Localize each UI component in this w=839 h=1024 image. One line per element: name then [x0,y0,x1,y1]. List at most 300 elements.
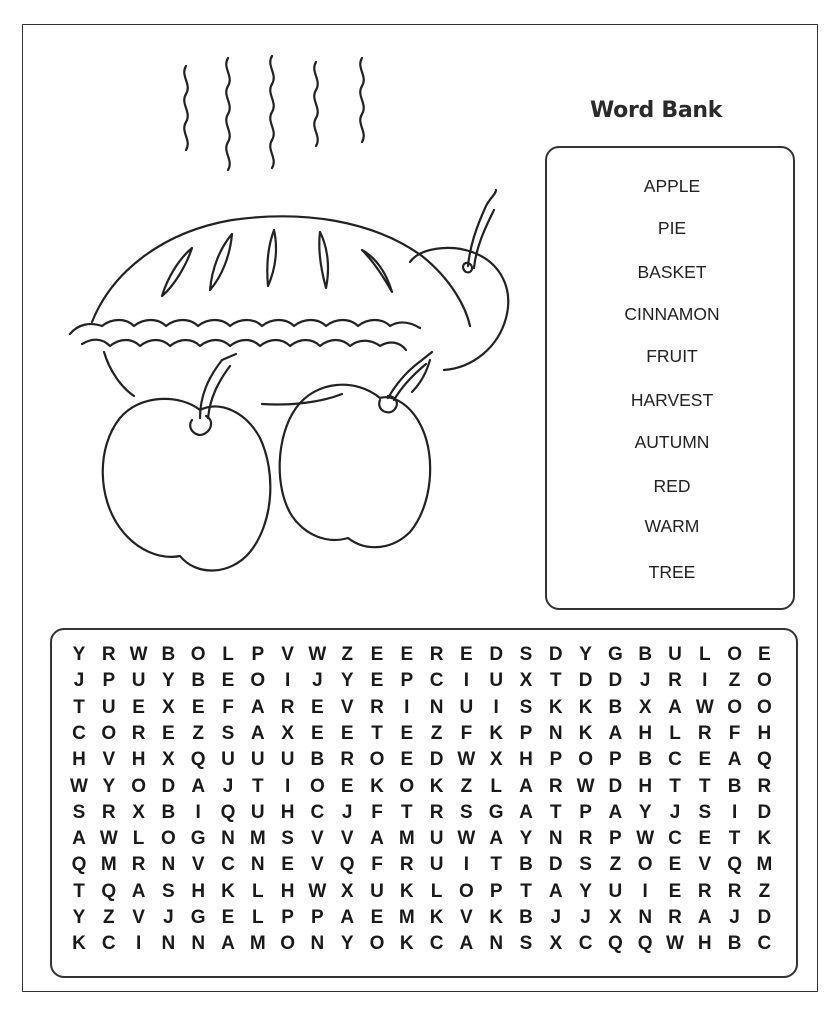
grid-letter[interactable]: E [698,749,712,771]
grid-letter[interactable]: P [519,722,533,744]
grid-letter[interactable]: U [668,644,682,665]
grid-letter[interactable]: G [190,907,206,928]
grid-letter[interactable]: M [249,828,266,850]
grid-letter[interactable]: M [249,933,266,955]
grid-letter[interactable]: W [457,749,476,771]
grid-letter[interactable]: T [728,828,741,850]
grid-letter[interactable]: N [310,933,325,955]
grid-letter[interactable]: C [578,933,593,955]
grid-letter[interactable]: F [222,696,234,718]
grid-letter[interactable]: K [399,933,414,955]
grid-letter[interactable]: Y [72,907,86,928]
grid-letter[interactable]: I [404,696,410,718]
grid-letter[interactable]: R [757,775,772,797]
grid-letter[interactable]: J [729,907,740,928]
grid-letter[interactable]: V [132,907,145,928]
grid-letter[interactable]: K [370,775,384,797]
grid-letter[interactable]: L [222,644,234,665]
grid-letter[interactable]: J [550,907,562,928]
grid-letter[interactable]: O [369,749,385,771]
grid-letter[interactable]: U [459,696,474,718]
grid-letter[interactable]: A [727,749,742,771]
grid-letter[interactable]: W [666,933,684,955]
grid-letter[interactable]: Q [339,854,355,876]
grid-letter[interactable]: B [191,670,206,692]
word-bank-item: APPLE [643,176,701,196]
grid-letter[interactable]: K [221,880,235,902]
grid-letter[interactable]: J [163,907,174,928]
grid-letter[interactable]: O [459,880,474,902]
grid-letter[interactable]: M [756,854,773,876]
grid-letter[interactable]: V [311,828,324,850]
grid-letter[interactable]: Y [102,775,116,797]
grid-letter[interactable]: Y [579,644,592,665]
grid-letter[interactable]: H [697,933,712,955]
grid-letter[interactable]: W [70,775,88,797]
grid-letter[interactable]: E [311,722,324,744]
grid-letter[interactable]: G [608,644,623,665]
grid-letter[interactable]: Z [758,880,771,902]
grid-letter[interactable]: A [250,696,265,718]
grid-letter[interactable]: D [757,907,772,928]
grid-letter[interactable]: J [312,670,323,692]
grid-letter[interactable]: U [101,696,116,718]
grid-letter[interactable]: C [310,801,325,823]
grid-letter[interactable]: Q [757,749,772,771]
grid-letter[interactable]: N [429,696,444,718]
grid-letter[interactable]: J [73,670,85,692]
grid-letter[interactable]: I [463,854,470,876]
grid-letter[interactable]: I [702,670,708,692]
grid-letter[interactable]: R [548,775,563,797]
grid-letter[interactable]: U [131,670,146,692]
grid-letter[interactable]: A [668,696,682,718]
grid-letter[interactable]: P [102,670,116,692]
grid-letter[interactable]: O [399,775,415,797]
grid-letter[interactable]: Z [728,670,741,692]
grid-letter[interactable]: V [191,854,205,876]
grid-letter[interactable]: Q [727,854,742,876]
grid-letter[interactable]: E [668,854,682,876]
grid-letter[interactable]: O [578,749,593,771]
grid-letter[interactable]: V [698,854,712,876]
grid-letter[interactable]: C [429,670,444,692]
grid-letter[interactable]: P [609,828,622,850]
grid-letter[interactable]: I [463,670,470,692]
grid-letter[interactable]: H [638,775,653,797]
grid-letter[interactable]: U [250,801,265,823]
grid-letter[interactable]: D [578,670,593,692]
grid-letter[interactable]: E [370,670,384,692]
grid-letter[interactable]: S [519,933,533,955]
grid-letter[interactable]: T [371,722,383,744]
grid-letter[interactable]: I [284,775,291,797]
grid-letter[interactable]: E [162,722,175,744]
grid-row [52,905,796,931]
grid-letter[interactable]: O [369,933,385,955]
grid-letter[interactable]: U [221,749,235,771]
grid-letter[interactable]: A [340,907,355,928]
grid-letter[interactable]: S [281,828,294,850]
grid-letter[interactable]: Y [340,933,354,955]
grid-letter[interactable]: E [400,722,414,744]
word-bank-item: BASKET [637,262,707,282]
grid-letter[interactable]: C [757,933,772,955]
grid-letter[interactable]: G [190,828,206,850]
grid-letter[interactable]: R [697,880,712,902]
grid-letter[interactable]: Y [340,670,354,692]
grid-letter[interactable]: O [250,670,266,692]
grid-letter[interactable]: T [549,801,562,823]
grid-letter[interactable]: N [638,907,653,928]
grid-letter[interactable]: E [221,670,235,692]
grid-letter[interactable]: H [280,880,295,902]
grid-letter[interactable]: J [669,801,681,823]
grid-letter[interactable]: A [131,880,146,902]
grid-letter[interactable]: L [132,828,145,850]
grid-letter[interactable]: B [519,854,533,876]
grid-letter[interactable]: F [460,722,473,744]
grid-letter[interactable]: I [642,880,648,902]
grid-letter[interactable]: K [578,722,593,744]
grid-letter[interactable]: A [548,880,563,902]
grid-letter[interactable]: L [698,644,711,665]
grid-letter[interactable]: S [519,696,533,718]
grid-letter[interactable]: Z [430,722,443,744]
word-bank-item: FRUIT [646,346,698,366]
grid-letter[interactable]: Y [162,670,175,692]
grid-letter[interactable]: K [757,828,772,850]
grid-letter[interactable]: Q [637,933,653,955]
grid-letter[interactable]: S [460,801,473,823]
grid-letter[interactable]: H [280,801,295,823]
grid-letter[interactable]: N [489,933,504,955]
grid-letter[interactable]: E [370,644,384,665]
grid-letter[interactable]: S [579,854,592,876]
grid-letter[interactable]: Y [72,644,86,665]
grid-letter[interactable]: N [221,828,235,850]
grid-letter[interactable]: L [669,722,681,744]
grid-letter[interactable]: A [608,801,623,823]
grid-letter[interactable]: V [340,828,354,850]
grid-letter[interactable]: E [340,775,354,797]
grid-letter[interactable]: H [72,749,86,771]
grid-letter[interactable]: A [519,801,533,823]
grid-letter[interactable]: U [429,828,444,850]
grid-letter[interactable]: B [727,775,742,797]
grid-letter[interactable]: X [281,722,294,744]
grid-letter[interactable]: C [668,828,682,850]
grid-letter[interactable]: P [489,880,503,902]
grid-letter[interactable]: P [251,644,265,665]
grid-letter[interactable]: H [191,880,206,902]
grid-letter[interactable]: I [195,801,201,823]
grid-letter[interactable]: D [757,801,772,823]
grid-letter[interactable]: P [549,749,563,771]
grid-letter[interactable]: E [668,880,682,902]
grid-letter[interactable]: R [370,696,384,718]
grid-letter[interactable]: O [101,722,117,744]
grid-row [52,852,796,878]
grid-letter[interactable]: N [548,722,563,744]
grid-letter[interactable]: H [638,722,653,744]
grid-letter[interactable]: B [608,696,623,718]
grid-letter[interactable]: O [757,696,772,718]
grid-letter[interactable]: B [638,644,653,665]
grid-letter[interactable]: B [727,933,742,955]
grid-letter[interactable]: D [489,644,504,665]
grid-letter[interactable]: B [310,749,325,771]
grid-letter[interactable]: N [191,933,206,955]
grid-letter[interactable]: F [371,801,383,823]
grid-letter[interactable]: V [102,749,116,771]
grid-letter[interactable]: Z [192,722,204,744]
grid-letter[interactable]: S [72,801,86,823]
grid-letter[interactable]: W [695,696,714,718]
grid-letter[interactable]: Q [71,854,87,876]
grid-letter[interactable]: Z [460,775,473,797]
grid-letter[interactable]: V [311,854,324,876]
grid-letter[interactable]: T [698,775,711,797]
grid-letter[interactable]: V [460,907,473,928]
grid-letter[interactable]: A [370,828,384,850]
grid-letter[interactable]: X [132,801,145,823]
grid-letter[interactable]: A [221,933,235,955]
grid-letter[interactable]: A [697,907,712,928]
grid-letter[interactable]: K [578,696,593,718]
grid-letter[interactable]: P [311,907,324,928]
grid-letter[interactable]: Y [638,801,652,823]
grid-letter[interactable]: S [162,880,175,902]
grid-letter[interactable]: R [101,644,116,665]
grid-letter[interactable]: Z [102,907,115,928]
grid-letter[interactable]: P [579,801,592,823]
grid-letter[interactable]: K [489,907,504,928]
grid-letter[interactable]: C [72,722,86,744]
grid-letter[interactable]: A [459,933,474,955]
grid-letter[interactable]: W [636,828,655,850]
grid-letter[interactable]: N [161,854,176,876]
grid-letter[interactable]: J [580,907,591,928]
grid-letter[interactable]: N [250,854,265,876]
grid-letter[interactable]: E [132,696,145,718]
grid-letter[interactable]: P [281,907,294,928]
grid-letter[interactable]: R [131,722,146,744]
grid-letter[interactable]: X [162,696,175,718]
grid-letter[interactable]: C [101,933,116,955]
grid-letter[interactable]: H [131,749,146,771]
grid-letter[interactable]: R [131,854,146,876]
grid-letter[interactable]: O [727,696,742,718]
grid-letter[interactable]: D [608,670,623,692]
grid-letter[interactable]: T [400,801,413,823]
grid-letter[interactable]: K [548,696,563,718]
grid-letter[interactable]: Y [579,880,592,902]
grid-letter[interactable]: T [251,775,264,797]
grid-letter[interactable]: X [638,696,652,718]
grid-letter[interactable]: Q [608,933,623,955]
grid-letter[interactable]: Z [609,854,622,876]
grid-row [52,747,796,773]
grid-letter[interactable]: N [161,933,176,955]
grid-letter[interactable]: E [191,696,205,718]
grid-letter[interactable]: S [519,644,533,665]
grid-letter[interactable]: P [609,749,622,771]
grid-letter[interactable]: O [161,828,176,850]
grid-letter[interactable]: O [310,775,325,797]
grid-letter[interactable]: S [698,801,712,823]
grid-letter[interactable]: X [340,880,354,902]
grid-letter[interactable]: W [308,644,327,665]
grid-letter[interactable]: M [100,854,117,876]
grid-letter[interactable]: K [489,722,504,744]
grid-letter[interactable]: U [429,854,444,876]
grid-letter[interactable]: Q [190,749,206,771]
grid-letter[interactable]: G [488,801,504,823]
grid-letter[interactable]: L [430,880,443,902]
grid-letter[interactable]: Q [101,880,117,902]
grid-letter[interactable]: R [280,696,295,718]
word-bank-item: RED [653,476,691,496]
grid-letter[interactable]: R [668,907,682,928]
grid-letter[interactable]: E [400,644,414,665]
grid-letter[interactable]: O [727,644,742,665]
grid-letter[interactable]: I [135,933,142,955]
grid-letter[interactable]: N [548,828,563,850]
grid-letter[interactable]: A [519,775,533,797]
grid-letter[interactable]: V [340,696,354,718]
grid-letter[interactable]: X [162,749,175,771]
grid-letter[interactable]: C [221,854,235,876]
grid-letter[interactable]: D [429,749,444,771]
grid-letter[interactable]: W [129,644,148,665]
grid-letter[interactable]: R [399,854,414,876]
grid-letter[interactable]: I [284,670,291,692]
word-bank-item: AUTUMN [634,432,710,452]
grid-letter[interactable]: B [638,749,653,771]
grid-letter[interactable]: J [341,801,353,823]
grid-letter[interactable]: K [399,880,414,902]
grid-letter[interactable]: C [429,933,444,955]
grid-letter[interactable]: A [250,722,265,744]
grid-letter[interactable]: E [221,907,235,928]
grid-letter[interactable]: U [489,670,504,692]
grid-letter[interactable]: O [280,933,295,955]
grid-letter[interactable]: H [757,722,772,744]
grid-letter[interactable]: K [429,775,444,797]
grid-letter[interactable]: C [668,749,682,771]
grid-letter[interactable]: I [493,696,499,718]
grid-letter[interactable]: E [340,722,354,744]
grid-letter[interactable]: T [520,880,532,902]
grid-letter[interactable]: O [190,644,206,665]
grid-letter[interactable]: M [398,907,415,928]
grid-letter[interactable]: S [221,722,235,744]
grid-letter[interactable]: K [429,907,444,928]
grid-letter[interactable]: R [668,670,682,692]
grid-letter[interactable]: D [548,644,563,665]
grid-letter[interactable]: B [161,644,176,665]
grid-letter[interactable]: O [131,775,146,797]
grid-letter[interactable]: D [548,854,563,876]
word-bank-item: WARM [644,516,700,536]
grid-letter[interactable]: V [281,644,294,665]
grid-letter[interactable]: U [608,880,623,902]
grid-letter[interactable]: E [370,907,384,928]
grid-letter[interactable]: I [731,801,738,823]
grid-letter[interactable]: W [308,880,327,902]
grid-letter[interactable]: H [519,749,533,771]
grid-letter[interactable]: F [371,854,383,876]
grid-letter[interactable]: E [311,696,324,718]
grid-letter[interactable]: R [727,880,742,902]
grid-letter[interactable]: J [639,670,651,692]
grid-letter[interactable]: E [281,854,294,876]
grid-row [52,721,796,747]
grid-letter[interactable]: U [280,749,295,771]
grid-letter[interactable]: O [757,670,772,692]
grid-letter[interactable]: A [72,828,86,850]
grid-letter[interactable]: R [578,828,593,850]
grid-letter[interactable]: Z [341,644,353,665]
grid-letter[interactable]: T [669,775,681,797]
grid-letter[interactable]: K [72,933,86,955]
grid-letter[interactable]: R [340,749,355,771]
grid-letter[interactable]: A [489,828,504,850]
grid-letter[interactable]: X [609,907,622,928]
grid-letter[interactable]: T [490,854,502,876]
grid-letter[interactable]: L [251,880,264,902]
grid-letter[interactable]: W [576,775,595,797]
apple-pie-illustration [40,40,540,580]
grid-letter[interactable]: F [728,722,741,744]
grid-letter[interactable]: X [489,749,503,771]
grid-letter[interactable]: U [250,749,265,771]
grid-letter[interactable]: Q [220,801,236,823]
grid-letter[interactable]: X [549,933,563,955]
grid-letter[interactable]: D [608,775,623,797]
grid-letter[interactable]: W [457,828,476,850]
grid-letter[interactable]: P [400,670,414,692]
grid-letter[interactable]: Y [519,828,533,850]
grid-letter[interactable]: L [251,907,264,928]
grid-letter[interactable]: X [519,670,533,692]
grid-letter[interactable]: L [490,775,502,797]
grid-letter[interactable]: R [429,801,444,823]
grid-letter[interactable]: J [222,775,234,797]
grid-letter[interactable]: D [161,775,176,797]
grid-letter[interactable]: E [758,644,771,665]
grid-letter[interactable]: R [429,644,444,665]
grid-letter[interactable]: E [460,644,473,665]
grid-letter[interactable]: B [519,907,533,928]
grid-letter[interactable]: T [73,880,85,902]
grid-letter[interactable]: A [191,775,206,797]
grid-letter[interactable]: E [698,828,712,850]
grid-letter[interactable]: O [637,854,653,876]
grid-letter[interactable]: A [608,722,623,744]
grid-letter[interactable]: R [697,722,712,744]
grid-letter[interactable]: T [73,696,85,718]
grid-letter[interactable]: T [549,670,562,692]
grid-row [52,774,796,800]
grid-letter[interactable]: E [400,749,414,771]
grid-letter[interactable]: W [99,828,118,850]
grid-letter[interactable]: M [398,828,415,850]
grid-letter[interactable]: R [101,801,116,823]
grid-letter[interactable]: B [161,801,176,823]
grid-letter[interactable]: U [370,880,384,902]
